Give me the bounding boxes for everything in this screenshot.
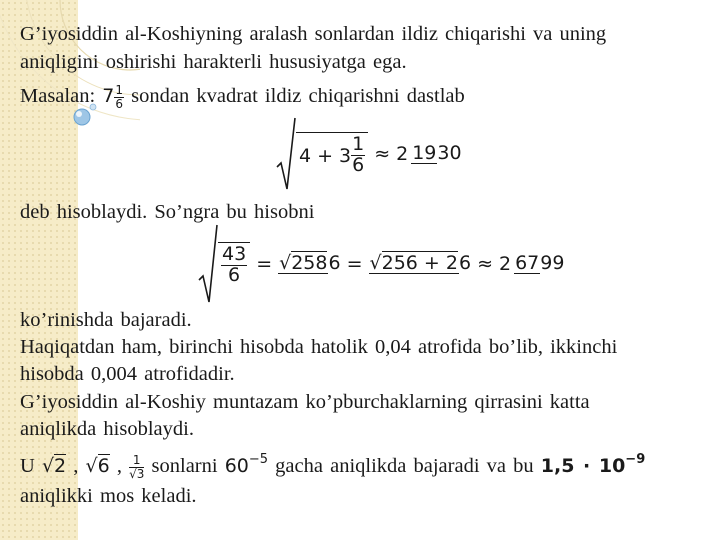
- f2-eq2: =: [346, 253, 363, 275]
- deb-line: deb hisoblaydi. So’ngra bu hisobni: [20, 201, 315, 223]
- formula-2: [198, 224, 564, 304]
- f2-approx: ≈: [477, 253, 493, 275]
- f1-a: 4: [299, 144, 312, 167]
- f2-res-fraction: [514, 251, 565, 275]
- u-exp: −5: [248, 452, 269, 467]
- example-prefix: Masalan:: [20, 85, 96, 107]
- f2-num3-wrap: √256 + 2: [369, 251, 458, 274]
- u-prefix: U: [20, 455, 35, 477]
- intro-line-1: G’iyosiddin al-Koshiyning aralash sonlardan ildiz chiqarishi va uning: [20, 23, 607, 45]
- f1-res-whole: 2: [396, 143, 409, 165]
- intro-line-2: aniqligini oshirishi harakterli hususiyatga ega.: [20, 51, 407, 73]
- formula-1-radical: [276, 117, 368, 191]
- f1-num: 1: [352, 133, 365, 156]
- u-line: U √2 , √6 , $\frac{1}{√3}$ sonlarni $60^{-5}$ gacha aniqlikda bajaradi va bu $1,5 \cdot 10^{-9}$: [20, 452, 646, 481]
- korinish-line: ko’rinishda bajaradi.: [20, 309, 192, 331]
- u-sqrt2-value: 2: [54, 455, 67, 477]
- u-sqrt6: √6: [85, 455, 110, 477]
- f2-frac3: [369, 251, 472, 275]
- example-line: [20, 84, 465, 110]
- u-value: 1,5 · 10: [540, 455, 626, 477]
- f1-den: 6: [352, 154, 365, 176]
- f2-num2-wrap: √258: [279, 251, 328, 274]
- haqiqat-line-2: hisobda 0,004 atrofidadir.: [20, 363, 235, 385]
- f1-res-num: 19: [412, 141, 437, 164]
- f2-frac2: [278, 251, 341, 275]
- u-frac-num: 1: [129, 454, 144, 468]
- f2-den1: 6: [228, 264, 241, 286]
- f1-plus: +: [317, 144, 334, 167]
- radical-sign-icon: [198, 224, 218, 304]
- u-fraction: [129, 454, 144, 480]
- f2-res-num: 67: [515, 251, 540, 274]
- u-sqrt2: √2: [41, 455, 67, 477]
- koshiy-line-1: G’iyosiddin al-Koshiy muntazam ko’pburchaklarning qirrasini katta: [20, 391, 590, 413]
- formula-2-radicand: [218, 242, 250, 286]
- f1-res-den: 30: [437, 142, 462, 165]
- f2-res-whole: 2: [498, 253, 512, 275]
- f2-num3: 256 + 2: [381, 251, 458, 274]
- f1-fraction: [351, 135, 365, 176]
- f2-den2: 6: [328, 252, 341, 275]
- u-middle2: gacha aniqlikda bajaradi va bu: [275, 455, 534, 477]
- radical-sign-icon: [276, 117, 296, 191]
- u-base: 60: [224, 455, 249, 477]
- last-line: aniqlikki mos keladi.: [20, 485, 197, 507]
- f2-frac1: [221, 245, 247, 286]
- u-sqrt6-value: 6: [97, 455, 110, 477]
- f2-eq1: =: [256, 253, 273, 275]
- f1-res-fraction: [411, 141, 462, 165]
- u-value-exp: −9: [625, 452, 646, 467]
- koshiy-line-2: aniqlikda hisoblaydi.: [20, 418, 194, 440]
- example-suffix: sondan kvadrat ildiz chiqarishni dastlab: [131, 85, 465, 107]
- f2-num2: 258: [291, 251, 328, 274]
- haqiqat-line-1: Haqiqatdan ham, birinchi hisobda hatolik 0,04 atrofida bo’lib, ikkinchi: [20, 336, 618, 358]
- u-frac-den: 3: [136, 466, 145, 481]
- u-frac-den-wrap: √3: [129, 466, 145, 481]
- formula-1: [276, 118, 462, 190]
- example-frac-num: 1: [115, 83, 124, 98]
- u-middle: sonlarni: [151, 455, 218, 477]
- example-fraction: [114, 84, 124, 110]
- f2-res-den: 99: [540, 252, 565, 275]
- formula-2-radical: [198, 224, 250, 304]
- f1-whole: 3: [339, 144, 352, 167]
- f2-num1: 43: [222, 243, 247, 266]
- f1-approx: ≈: [374, 143, 391, 165]
- f2-den3: 6: [458, 252, 472, 275]
- formula-1-radicand: [296, 132, 368, 176]
- example-frac-den: 6: [115, 96, 124, 111]
- example-whole: 7: [102, 85, 115, 107]
